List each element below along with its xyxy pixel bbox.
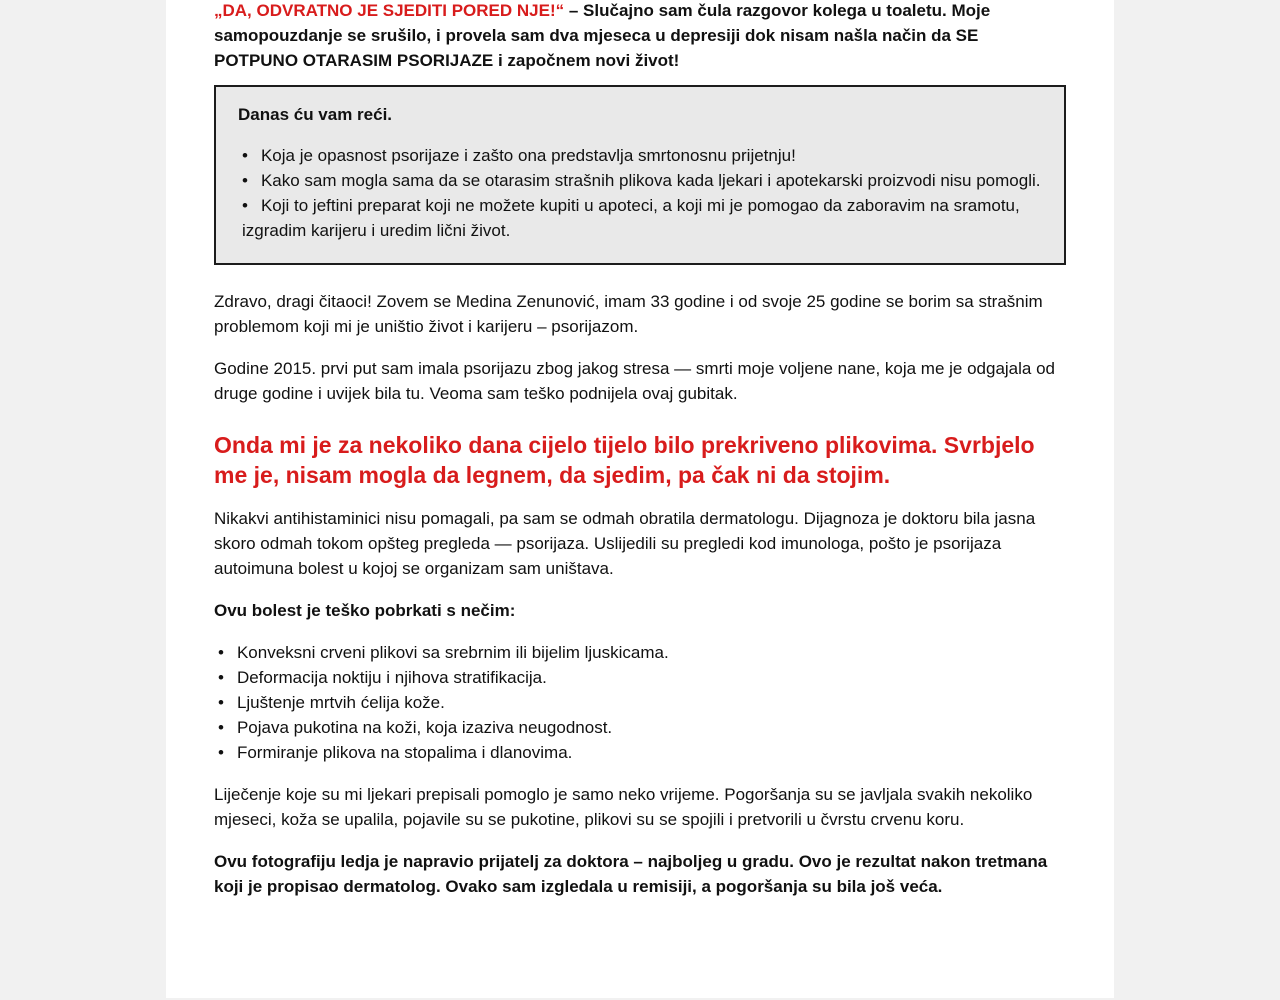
photo-caption-paragraph: Ovu fotografiju ledja je napravio prijatelj za doktora – najboljeg u gradu. Ovo je rezultat nakon tretmana koji je propisao dermatolog. Ovako sam izgledala u remisiji, a pogoršanja su bila još veća. <box>214 852 1048 896</box>
symptom-item: • Formiranje plikova na stopalima i dlanovima. <box>218 740 1066 765</box>
crisis-heading: Onda mi je za nekoliko dana cijelo tijelo bilo prekriveno plikovima. Svrbjelo me je, nisam mogla da legnem, da sjedim, pa čak ni da stojim. <box>214 432 1035 488</box>
treatment-paragraph: Liječenje koje su mi ljekari prepisali pomoglo je samo neko vrijeme. Pogoršanja su se javljala svakih nekoliko mjeseci, koža se upalila, pojavile su se pukotine, plikovi su se spojili i pretvorili u čvrstu crvenu koru. <box>214 785 1033 829</box>
symptom-item: • Pojava pukotina na koži, koja izaziva neugodnost. <box>218 715 1066 740</box>
promise-box-title: Danas ću vam reći. <box>238 105 393 124</box>
lead-quote: „DA, ODVRATNO JE SJEDITI PORED NJE!“ <box>214 1 565 20</box>
promise-item: • Kako sam mogla sama da se otarasim strašnih plikova kada ljekari i apotekarski proizvodi nisu pomogli. <box>242 168 1042 193</box>
promise-item: • Koja je opasnost psorijaze i zašto ona predstavlja smrtonosnu prijetnju! <box>242 143 1042 168</box>
lead-paragraph <box>214 0 1066 73</box>
symptom-item: • Ljuštenje mrtvih ćelija kože. <box>218 690 1066 715</box>
intro-paragraph: Zdravo, dragi čitaoci! Zovem se Medina Zenunović, imam 33 godine i od svoje 25 godine se borim sa strašnim problemom koji mi je uništio život i karijeru – psorijazom. <box>214 292 1043 336</box>
symptom-item: • Deformacija noktiju i njihova stratifikacija. <box>218 665 1066 690</box>
symptoms-heading: Ovu bolest je teško pobrkati s nečim: <box>214 601 516 620</box>
symptom-item: • Konveksni crveni plikovi sa srebrnim ili bijelim ljuskicama. <box>218 640 1066 665</box>
lead-rest: – Slučajno sam čula razgovor kolega u toaletu. Moje samopouzdanje se srušilo, i provela sam dva mjeseca u depresiji dok nisam našla način da SE POTPUNO OTARASIM PSORIJAZE i započnem novi život! <box>214 1 991 70</box>
promise-box <box>214 85 1066 265</box>
promise-item: • Koji to jeftini preparat koji ne možete kupiti u apoteci, a koji mi je pomogao da zaboravim na sramotu, izgradim karijeru i uredim lični život. <box>242 193 1042 243</box>
diagnosis-paragraph: Nikakvi antihistaminici nisu pomagali, pa sam se odmah obratila dermatologu. Dijagnoza je doktoru bila jasna skoro odmah tokom opšteg pregleda — psorijaza. Uslijedili su pregledi kod imunologa, pošto je psorijaza autoimuna bolest u kojoj se organizam sam uništava. <box>214 509 1036 578</box>
onset-paragraph: Godine 2015. prvi put sam imala psorijazu zbog jakog stresa — smrti moje voljene nane, koja me je odgajala od druge godine i uvijek bila tu. Veoma sam teško podnijela ovaj gubitak. <box>214 359 1056 403</box>
article-content-column <box>166 0 1114 998</box>
symptoms-list <box>214 640 1066 765</box>
promise-box-list <box>238 143 1042 243</box>
